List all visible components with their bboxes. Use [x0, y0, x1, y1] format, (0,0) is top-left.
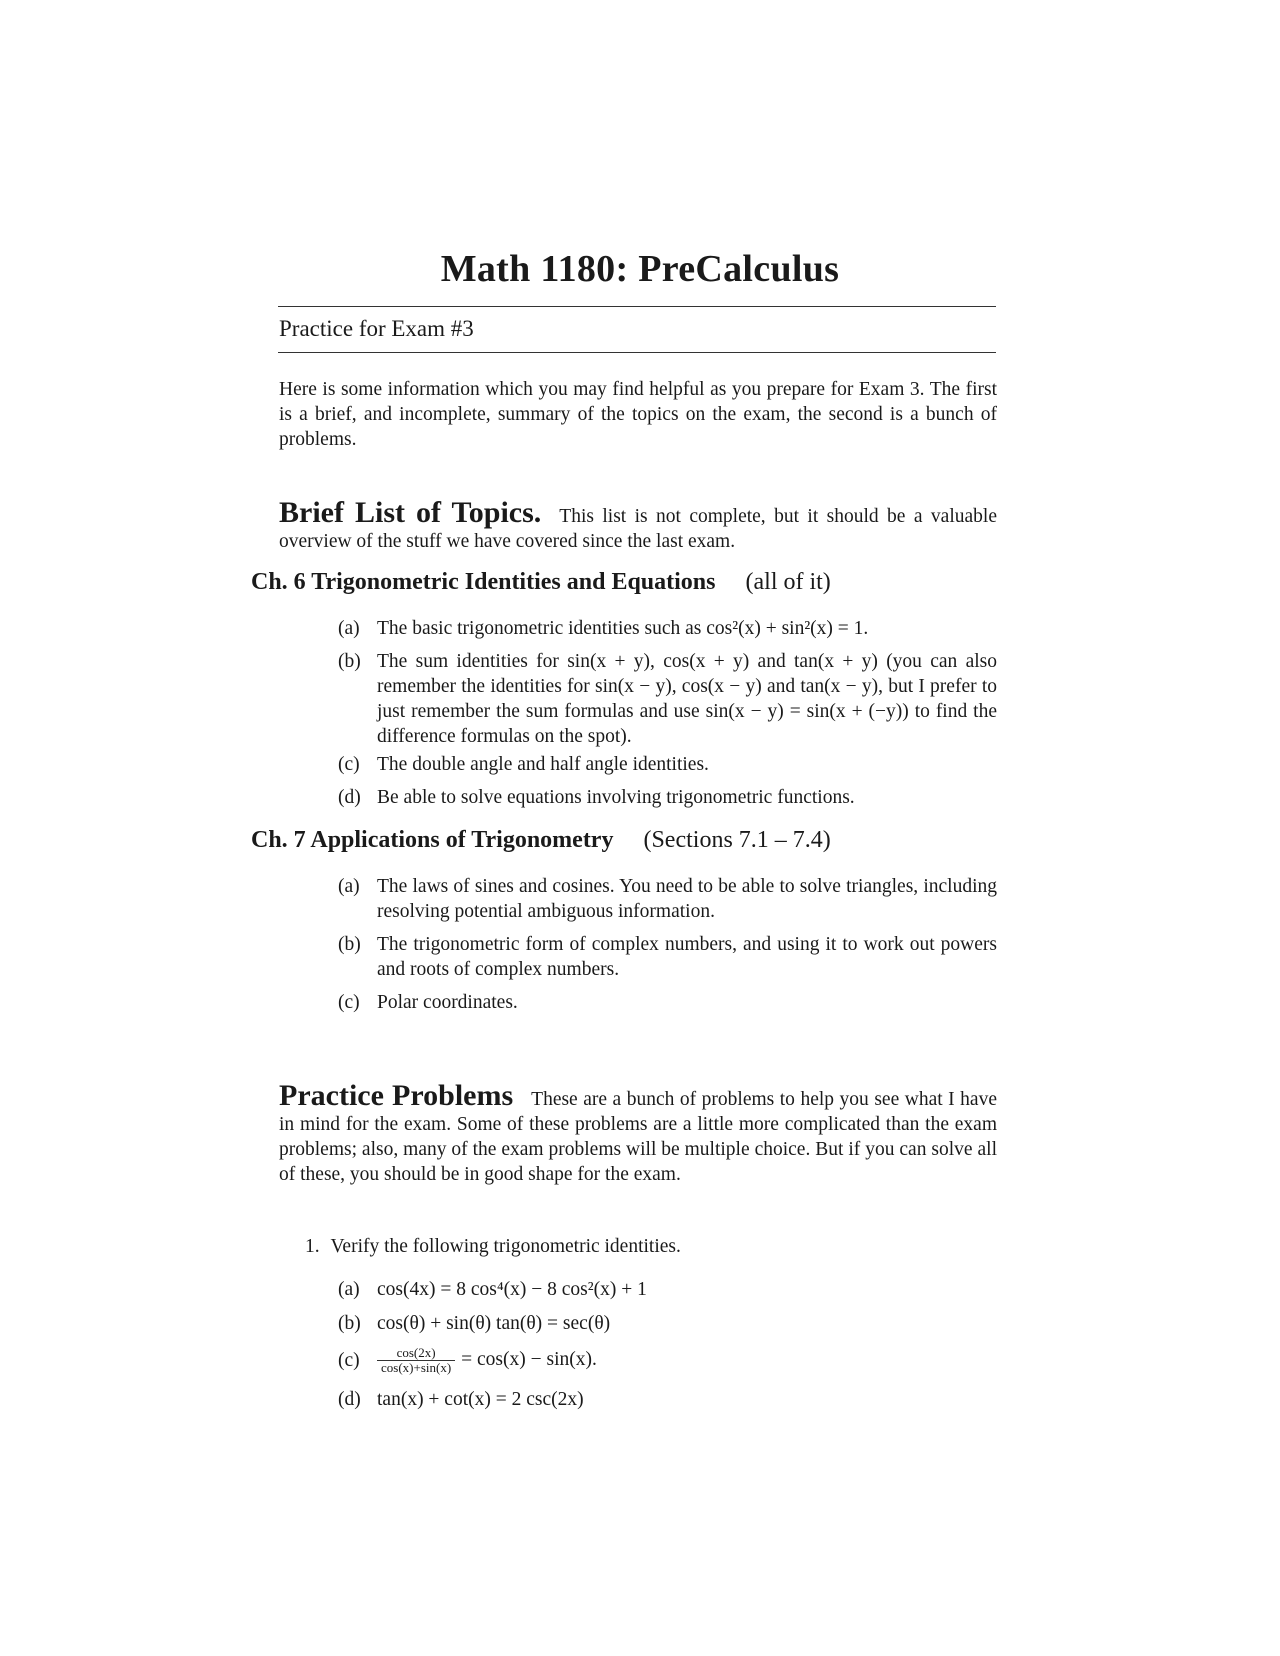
chapter-6-note: (all of it) [745, 569, 831, 595]
list-item [338, 990, 997, 1015]
document-title: Math 1180: PreCalculus [440, 248, 840, 290]
item-text: The sum identities for sin(x + y), cos(x + y) and tan(x + y) (you can also remember the identities for sin(x − y), cos(x − y) and tan(x − y), but I prefer to just remember the sum formulas and use sin(x − y) = sin(x + (−y)) to find the difference formulas on the spot). [377, 651, 997, 747]
chapter-7-label: Ch. 7 Applications of Trigonometry [251, 827, 614, 853]
top-rule [278, 306, 996, 307]
part-label: (a) [338, 1279, 360, 1300]
problem-part [338, 1387, 997, 1412]
chapter-6-label: Ch. 6 Trigonometric Identities and Equations [251, 569, 716, 595]
chapter-7-note: (Sections 7.1 – 7.4) [643, 827, 831, 853]
topics-section [279, 496, 997, 554]
part-text: cos(θ) + sin(θ) tan(θ) = sec(θ) [377, 1313, 611, 1334]
item-text: The trigonometric form of complex numbers, and using it to work out powers and roots of complex numbers. [377, 934, 997, 980]
item-text: The double angle and half angle identities. [377, 754, 709, 775]
chapter-6-heading [251, 569, 831, 596]
part-text [377, 1346, 997, 1375]
chapter-7-heading [251, 827, 831, 854]
part-text: cos(4x) = 8 cos⁴(x) − 8 cos²(x) + 1 [377, 1279, 647, 1300]
fraction [377, 1346, 455, 1375]
item-label: (b) [338, 651, 361, 672]
item-label: (c) [338, 992, 360, 1013]
practice-heading: Practice Problems [279, 1079, 514, 1112]
practice-section [279, 1079, 997, 1187]
problem-part [338, 1277, 997, 1302]
item-text: The basic trigonometric identities such as cos²(x) + sin²(x) = 1. [377, 618, 869, 639]
problem-1 [305, 1236, 681, 1258]
part-label: (b) [338, 1313, 361, 1334]
fraction-denominator: cos(x)+sin(x) [381, 1360, 452, 1375]
list-item [338, 752, 997, 777]
item-label: (a) [338, 876, 360, 897]
document-subtitle: Practice for Exam #3 [279, 316, 474, 341]
fraction-numerator: cos(2x) [377, 1346, 455, 1361]
item-label: (a) [338, 618, 360, 639]
practice-description: These are a bunch of problems to help you see what I have in mind for the exam. Some of these problems are a little more complicated than the exam problems; also, many of the exam problems will be multiple choice. But if you can solve all of these, you should be in good shape for the exam. [279, 1089, 997, 1185]
topics-description: This list is not complete, but it should be a valuable overview of the stuff we have covered since the last exam. [279, 506, 997, 552]
fraction-rhs: = cos(x) − sin(x). [461, 1348, 597, 1370]
item-text: Be able to solve equations involving trigonometric functions. [377, 787, 855, 808]
item-label: (b) [338, 934, 361, 955]
intro-paragraph: Here is some information which you may find helpful as you prepare for Exam 3. The first is a brief, and incomplete, summary of the topics on the exam, the second is a bunch of problems. [279, 379, 997, 450]
list-item [338, 932, 997, 982]
bottom-rule [278, 352, 996, 353]
item-text: Polar coordinates. [377, 992, 518, 1013]
part-label: (d) [338, 1389, 361, 1410]
list-item [338, 616, 997, 641]
list-item [338, 649, 997, 749]
part-label: (c) [338, 1350, 360, 1371]
problem-text: Verify the following trigonometric identities. [330, 1236, 681, 1257]
problem-part [338, 1346, 997, 1375]
item-label: (c) [338, 754, 360, 775]
part-text: tan(x) + cot(x) = 2 csc(2x) [377, 1389, 584, 1410]
problem-part [338, 1311, 997, 1336]
list-item [338, 874, 997, 924]
topics-heading: Brief List of Topics. [279, 496, 542, 529]
item-text: The laws of sines and cosines. You need to be able to solve triangles, including resolving potential ambiguous information. [377, 876, 997, 922]
list-item [338, 785, 997, 810]
item-label: (d) [338, 787, 361, 808]
problem-number: 1. [305, 1236, 320, 1257]
